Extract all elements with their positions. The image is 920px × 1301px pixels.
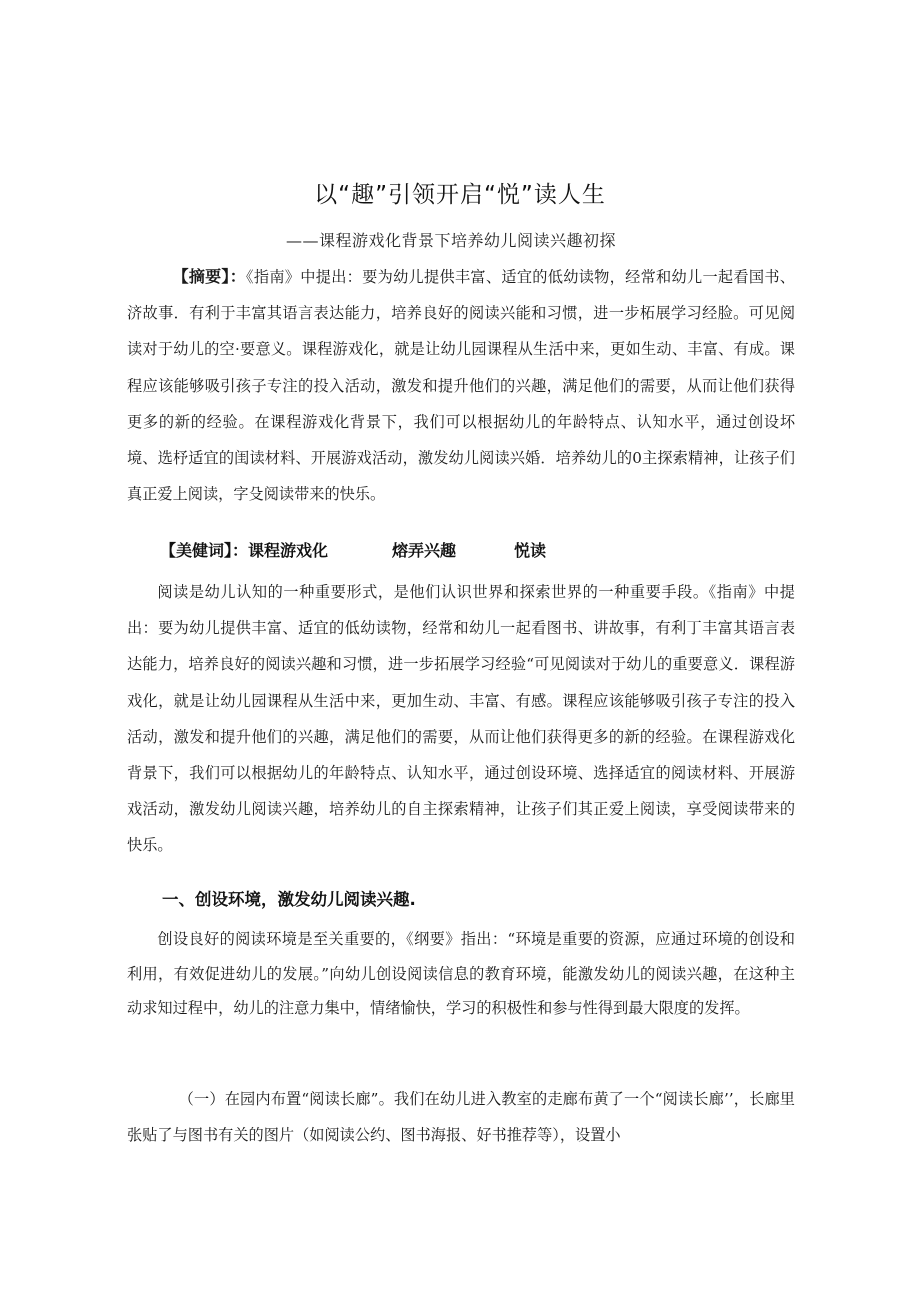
abstract-text: 《指南》中提出：要为幼儿提供丰富、适宜的低幼读物，经常和幼儿一起看国书、济故事．有利于丰富其语言表达能力，培养良好的阅读兴能和习惯，进一步柘展学习经脸。可见阅读对于幼儿的空·要意义。课程游戏化，就是让幼儿园课程从生活中来，更如生动、丰富、有成。课程应该能够吸引孩子专注的投入活动，激发和提升他们的兴趣，满足他们的需要，从而让他们获得更多的新的经验。在课程游戏化背景下，我们可以根据幼儿的年龄特点、认知水平，通过创设坏境、选杼适宜的闺读材料、开展游戏活动，激发幼儿阅读兴婚．培养幼儿的0主探索精神，让孩子们真正爱上阅读，字殳阅读带来的快乐。: [127, 268, 795, 504]
section-1-paragraph: 创设良好的阅读环境是至关重要的，《纲要》指出：“环境是重要的资源，应通过环境的创设和利用，有效促进幼儿的发展。”向幼儿创设阅读信息的教育环境，能激发幼儿的阅读兴趣，在这种主动求知过程中，幼儿的注意力集中，情绪愉快，学习的积极性和参与性得到最大限度的发挥。: [127, 930, 795, 1017]
keywords-line: [160, 538, 546, 561]
section-heading-1: 一、创设环境，激发幼儿阅读兴趣.: [162, 890, 416, 909]
subsection-1-paragraph: （一）在园内布置“阅读长廊”。我们在幼儿进入教室的走廊布黄了一个“阅读长廊’’，长廊里张贴了与图书有关的图片（如阅读公约、图书海报、好书推荐等），设置小: [127, 1090, 795, 1145]
abstract-label: 【摘要】：: [172, 267, 246, 286]
keyword-2: 熔弄兴趣: [392, 541, 457, 560]
keywords-label: 【美健词】：: [160, 541, 249, 560]
keyword-1: 课程游戏化: [248, 541, 329, 560]
document-subtitle: ——课程游戏化背景下培养幼儿阅读兴趣初探: [286, 231, 617, 250]
abstract-paragraph: [127, 259, 795, 512]
keyword-3: 悦读: [514, 541, 547, 560]
intro-paragraph: 阅读是幼儿认知的一种重要形式，是他们认识世界和探索世界的一种重要手段。《指南》中提出：要为幼儿提供丰富、适宜的低幼读物，经常和幼儿一起看图书、讲故事，有利丁丰富其语言表达能力，培养良好的阅读兴趣和习惯，进一步拓展学习经验“可见阅读对于幼儿的重要意义．课程游戏化，就是让幼儿园课程从生活中来，更加生动、丰富、有感。课程应该能够吸引孩子专注的投入活动，激发和提升他们的兴趣，满足他们的需要，从而让他们获得更多的新的经验。在课程游戏化背景下，我们可以根据幼儿的年龄特点、认知水平，通过创设环境、选择适宜的阅读材料、开展游戏活动，激发幼儿阅读兴趣，培养幼儿的自主探索精神，让孩子们其正爱上阅读，享受阅读带来的快乐。: [127, 583, 795, 855]
document-title: 以“趣”引领开启“悦”读人生: [314, 182, 606, 208]
